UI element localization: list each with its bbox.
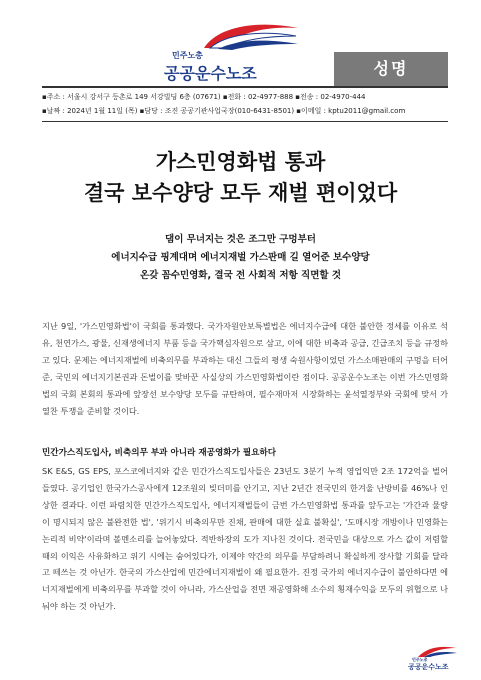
date-contact-line: ▪날짜 : 2024년 1월 11일 (목) ▪담당 : 조진 공공기관사업국장(010-6431-8501) ▪이메일 : kptu2011@gmail.com [42,107,406,115]
subheadline-line-1: 댐이 무너지는 것은 조그만 구멍부터 [165,234,316,245]
section-heading: 민간가스직도입사, 비축의무 부과 아니라 재공영화가 필요하다 [42,448,277,458]
letterhead [0,0,481,115]
footer-org-name: 공공운수노조 [408,663,449,671]
header-top-rule [42,86,448,88]
subheadline-line-3: 온갖 꼼수민영화, 결국 전 사회적 저항 직면할 것 [139,270,342,281]
statement-badge: 성명 [334,52,448,86]
contact-info-line: ▪주소 : 서울시 강서구 등촌로 149 서강빌딩 6층 (07671) ▪전화 : 02-4977-888 ▪전송 : 02-4970-444 [42,93,366,101]
org-small-label: 민주노총 [172,51,203,60]
headline-line-1: 가스민영화법 통과 [155,150,326,174]
flag-swoosh-icon [148,18,308,52]
footer-org-small: 민주노총 [412,657,428,662]
footer-flag-icon [400,644,460,658]
headline-line-2: 결국 보수양당 모두 재벌 편이었다 [83,181,398,205]
header-bottom-rule [42,121,448,122]
subheadline-line-2: 에너지수급 핑계대며 에너지재벌 가스판매 길 열어준 보수양당 [111,252,370,263]
union-logo [148,18,308,83]
body-paragraph-1: 지난 9일, '가스민영화법'이 국회를 통과했다. 국가자원안보특별법은 에너지수급에 대한 불안한 정세를 이유로 석유, 천연가스, 광물, 신재생에너지 부품 등을 국가핵심자원으로 삼고, 이에 대한 비축과 공급, 긴급조치 등을 규정하고 있다. 문제는 에너지재벌에 비축의무를 부과하는 대신 그들의 평생 숙원사항이었던 가스소매판매의 구멍을 터어준, 국민의 에너지기본권과 돈벌이를 맞바꾼 사실상의 가스민영화법이란 점이다. 공공운수노조는 이번 가스민영화법의 국회 본회의 통과에 앞장선 보수양당 모두를 규탄하며, 필수재마저 시장화하는 윤석열정부와 국회에 맞서 가열찬 투쟁을 준비할 것이다. [42,321,448,416]
body-paragraph-2: SK E&S, GS EPS, 포스코에너지와 같은 민간가스직도입사들은 23년도 3분기 누적 영업익만 2조 172억을 벌어들였다. 공기업인 한국가스공사에게 12조원의 빚더미를 안기고, 지난 2년간 전국민의 한겨울 난방비를 46%나 인상한 결과다. 이런 파렴치한 민간가스직도입사, 에너지재벌들이 금번 가스민영화법 통과를 앞두고는 '가간과 물량이 명시되지 않은 불완전한 법', '위기시 비축의무만 진채, 판매에 대한 실효 불확실', '도매시장 개방이나 민영화는 논리적 비약'이라며 볼멘소리를 늘어놓았다. 적반하장의 도가 지나친 것이다. 전국민을 대상으로 가스 값이 저렴할 때의 이익은 사유화하고 위기 시에는 숨어있다가, 이제야 약간의 의무를 부담하려니 확실하게 장사할 기회를 달라고 떼쓰는 것 아닌가. 한국의 가스산업에 민간에너지재벌이 왜 필요한가. 진정 국가의 에너지수급이 불안하다면 에너지재벌에게 비축의무를 부과할 것이 아니라, 가스산업을 전면 재공영화해 소수의 횡재수익을 모두의 위협으로 나눠야 하는 것 아닌가. [42,466,448,612]
footer-logo [400,644,460,674]
org-name: 공공운수노조 [164,64,257,83]
